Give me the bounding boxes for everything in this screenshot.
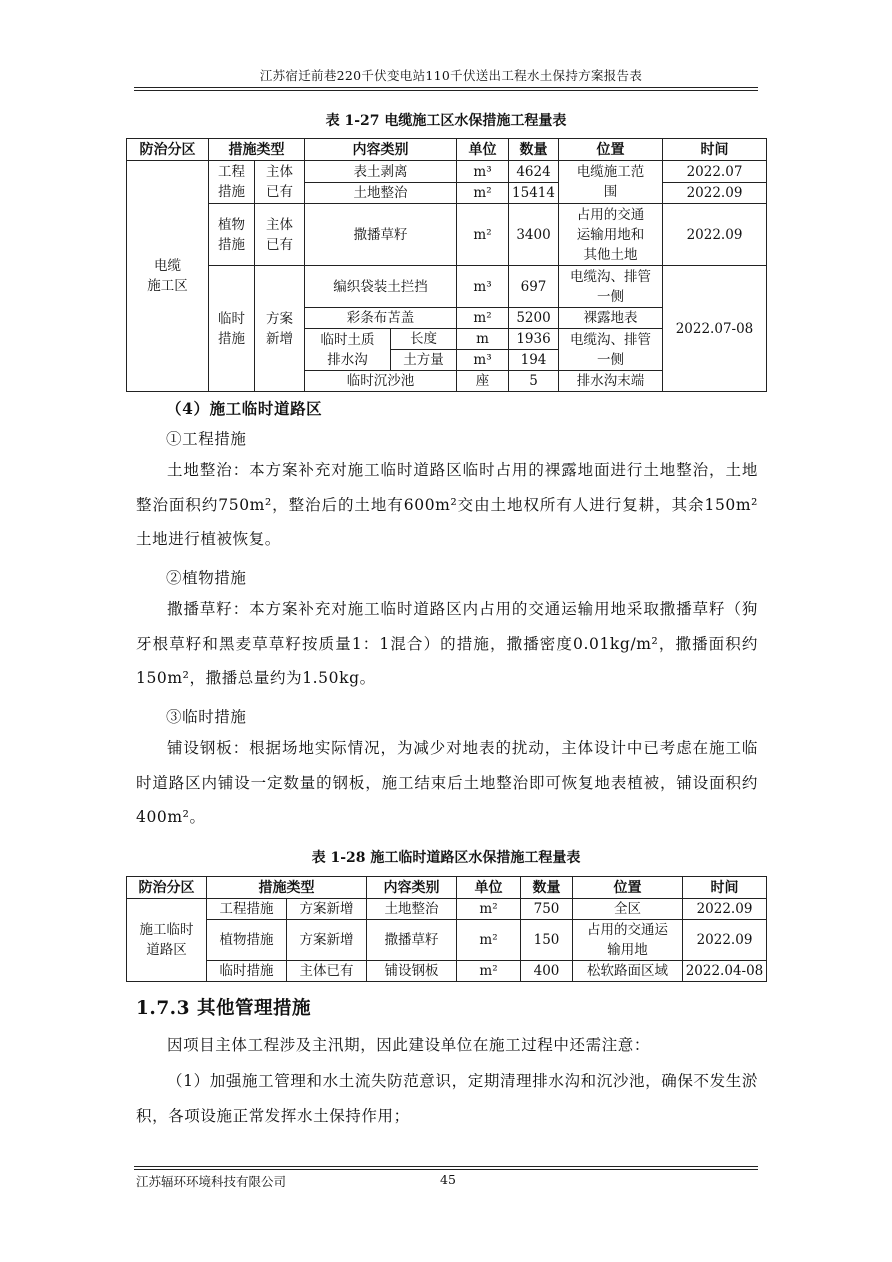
table2-cell: 工程措施 bbox=[207, 899, 287, 920]
table1-cell: 裸露地表 bbox=[559, 308, 663, 329]
table1-header-location: 位置 bbox=[559, 139, 663, 161]
table1-28 bbox=[126, 876, 767, 982]
table2-caption: 表 1-28 施工临时道路区水保措施工程量表 bbox=[311, 850, 581, 866]
table1-cell: 2022.09 bbox=[663, 204, 767, 266]
table1-cell: 表土剥离 bbox=[305, 161, 457, 183]
table1-header-time: 时间 bbox=[663, 139, 767, 161]
table1-veg-source: 主体 已有 bbox=[255, 204, 305, 266]
table1-cell: m bbox=[457, 329, 509, 350]
table1-cell: 2022.07-08 bbox=[663, 266, 767, 392]
table1-cell: 5 bbox=[509, 371, 559, 392]
table2-cell: 2022.04-08 bbox=[683, 961, 767, 982]
table1-cell: 长度 bbox=[391, 329, 457, 350]
table1-header-zone: 防治分区 bbox=[127, 139, 209, 161]
table1-27 bbox=[126, 138, 767, 392]
table2-cell: m² bbox=[457, 899, 521, 920]
table2-zone: 施工临时 道路区 bbox=[127, 899, 207, 982]
table1-cell: 4624 bbox=[509, 161, 559, 183]
table1-cell: m³ bbox=[457, 266, 509, 308]
table2-cell: 2022.09 bbox=[683, 920, 767, 961]
table2-cell: 铺设钢板 bbox=[367, 961, 457, 982]
table1-cell: 撒播草籽 bbox=[305, 204, 457, 266]
table1-cell: 2022.09 bbox=[663, 183, 767, 204]
table2-header-qty: 数量 bbox=[521, 877, 573, 899]
table1-cell: 彩条布苫盖 bbox=[305, 308, 457, 329]
section4-para-seed: 撒播草籽：本方案补充对施工临时道路区内占用的交通运输用地采取撒播草籽（狗牙根草籽和黑麦草草籽按质量1：1混合）的措施，撒播密度0.01kg/m²，撒播面积约150m²，撒播总量约为1.50kg。 bbox=[136, 600, 758, 687]
table1-cell: m² bbox=[457, 183, 509, 204]
table1-cell: 15414 bbox=[509, 183, 559, 204]
table1-cell: 座 bbox=[457, 371, 509, 392]
section4-sub-plant: ②植物措施 bbox=[166, 569, 247, 587]
table2-cell: 撒播草籽 bbox=[367, 920, 457, 961]
table2-header-location: 位置 bbox=[573, 877, 683, 899]
table1-cell: m³ bbox=[457, 161, 509, 183]
footer-company: 江苏辐环环境科技有限公司 bbox=[136, 1174, 287, 1189]
table2-cell: 土地整治 bbox=[367, 899, 457, 920]
table1-cell: 3400 bbox=[509, 204, 559, 266]
table2-cell: 方案新增 bbox=[287, 920, 367, 961]
table2-cell: 2022.09 bbox=[683, 899, 767, 920]
table2-cell: 松软路面区域 bbox=[573, 961, 683, 982]
section4-heading: （4）施工临时道路区 bbox=[166, 399, 323, 418]
section4-para-steel: 铺设钢板：根据场地实际情况，为减少对地表的扰动，主体设计中已考虑在施工临时道路区内铺设一定数量的钢板，施工结束后土地整治即可恢复地表植被，铺设面积约400m²。 bbox=[136, 739, 758, 826]
table1-header-qty: 数量 bbox=[509, 139, 559, 161]
table1-cell: m² bbox=[457, 204, 509, 266]
table2-cell: 150 bbox=[521, 920, 573, 961]
table1-zone: 电缆 施工区 bbox=[127, 161, 209, 392]
table2-cell: m² bbox=[457, 961, 521, 982]
table2-cell: 400 bbox=[521, 961, 573, 982]
table1-cell: 占用的交通 运输用地和 其他土地 bbox=[559, 204, 663, 266]
section173-intro: 因项目主体工程涉及主汛期，因此建设单位在施工过程中还需注意： bbox=[167, 1036, 651, 1054]
table2-cell: 750 bbox=[521, 899, 573, 920]
table1-cell: 临时土质 排水沟 bbox=[305, 329, 391, 371]
table2-header-zone: 防治分区 bbox=[127, 877, 207, 899]
table1-cell: 临时沉沙池 bbox=[305, 371, 457, 392]
table2-header-time: 时间 bbox=[683, 877, 767, 899]
section4-sub-temporary: ③临时措施 bbox=[166, 708, 247, 726]
section173-item1: （1）加强施工管理和水土流失防范意识，定期清理排水沟和沉沙池，确保不发生淤积，各项设施正常发挥水土保持作用； bbox=[136, 1072, 758, 1125]
table2-cell: 方案新增 bbox=[287, 899, 367, 920]
table2-header-content: 内容类别 bbox=[367, 877, 457, 899]
table2-cell: 占用的交通运 输用地 bbox=[573, 920, 683, 961]
table1-cell: 697 bbox=[509, 266, 559, 308]
table1-cell: 1936 bbox=[509, 329, 559, 350]
table1-tmp-type: 临时 措施 bbox=[209, 266, 255, 392]
table1-tmp-source: 方案 新增 bbox=[255, 266, 305, 392]
header-rule bbox=[134, 87, 758, 91]
table2-cell: 主体已有 bbox=[287, 961, 367, 982]
table2-header-type: 措施类型 bbox=[207, 877, 367, 899]
table1-cell: 土地整治 bbox=[305, 183, 457, 204]
table2-cell: 植物措施 bbox=[207, 920, 287, 961]
table1-cell: 5200 bbox=[509, 308, 559, 329]
table1-cell: 排水沟末端 bbox=[559, 371, 663, 392]
table1-cell: 2022.07 bbox=[663, 161, 767, 183]
table1-veg-type: 植物 措施 bbox=[209, 204, 255, 266]
table2-header-unit: 单位 bbox=[457, 877, 521, 899]
footer-rule bbox=[134, 1166, 758, 1170]
table2-cell: m² bbox=[457, 920, 521, 961]
section4-para-land: 土地整治：本方案补充对施工临时道路区临时占用的裸露地面进行土地整治，土地整治面积约750m²，整治后的土地有600m²交由土地权所有人进行复耕，其余150m²土地进行植被恢复。 bbox=[136, 461, 758, 548]
table1-cell: 电缆沟、排管 一侧 bbox=[559, 266, 663, 308]
table1-eng-type: 工程 措施 bbox=[209, 161, 255, 204]
table2-cell: 临时措施 bbox=[207, 961, 287, 982]
page-header: 江苏宿迁前巷220千伏变电站110千伏送出工程水土保持方案报告表 bbox=[259, 68, 643, 83]
table1-cell: 编织袋装土拦挡 bbox=[305, 266, 457, 308]
table1-header-unit: 单位 bbox=[457, 139, 509, 161]
section4-sub-engineering: ①工程措施 bbox=[166, 430, 247, 448]
section173-heading: 1.7.3 其他管理措施 bbox=[136, 998, 311, 1019]
table1-cell: m² bbox=[457, 308, 509, 329]
table1-cell: 194 bbox=[509, 350, 559, 371]
table1-cell: 电缆沟、排管 一侧 bbox=[559, 329, 663, 371]
table1-cell: m³ bbox=[457, 350, 509, 371]
table1-header-content: 内容类别 bbox=[305, 139, 457, 161]
table1-cell: 土方量 bbox=[391, 350, 457, 371]
table2-cell: 全区 bbox=[573, 899, 683, 920]
table1-caption: 表 1-27 电缆施工区水保措施工程量表 bbox=[325, 113, 567, 129]
table1-header-type: 措施类型 bbox=[209, 139, 305, 161]
table1-cell: 电缆施工范 围 bbox=[559, 161, 663, 204]
table1-eng-source: 主体 已有 bbox=[255, 161, 305, 204]
page-number: 45 bbox=[440, 1172, 456, 1187]
